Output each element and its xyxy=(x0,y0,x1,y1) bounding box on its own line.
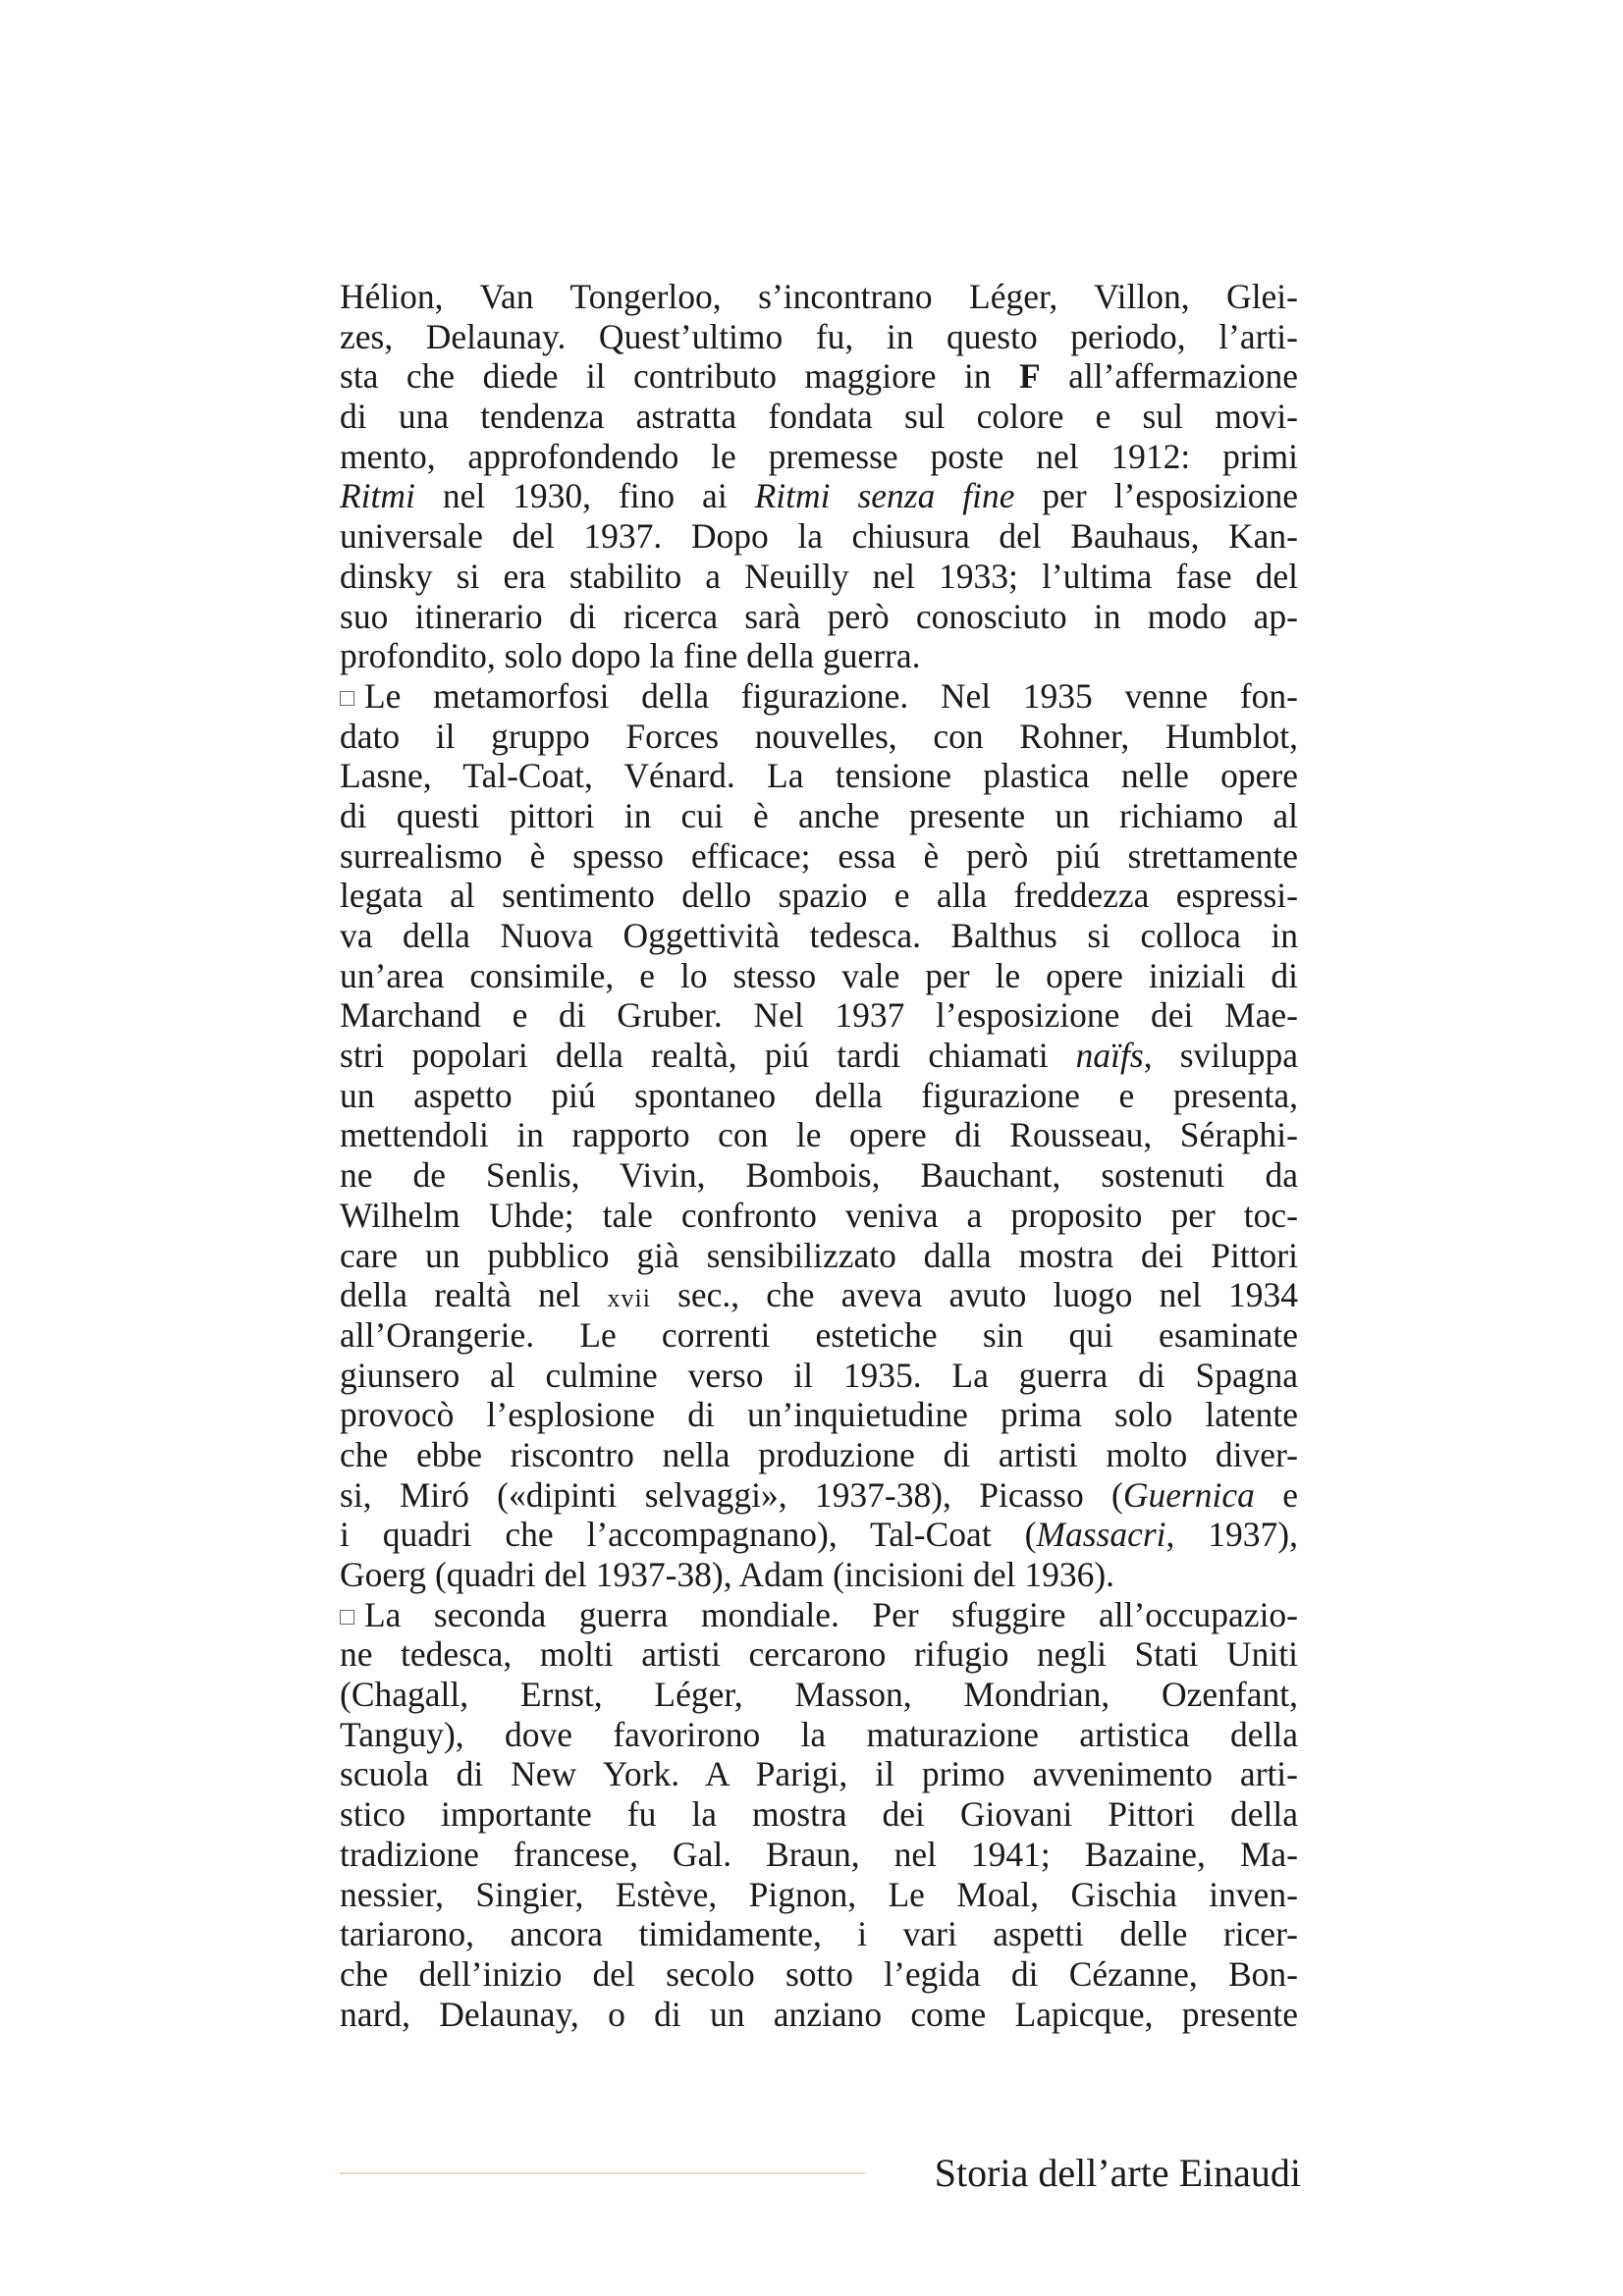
text-line: giunsero al culmine verso il 1935. La guerra di Spagna xyxy=(340,1355,1298,1395)
text-line: (Chagall, Ernst, Léger, Masson, Mondrian, Ozenfant, xyxy=(340,1675,1298,1715)
text-line: Goerg (quadri del 1937-38), Adam (incisioni del 1936). xyxy=(340,1555,1115,1594)
text-line: di una tendenza astratta fondata sul colore e sul movi- xyxy=(340,397,1298,437)
text-line xyxy=(340,1515,1298,1555)
text-fragment: , 1937), xyxy=(1165,1515,1298,1555)
text-line: stico importante fu la mostra dei Giovani Pittori della xyxy=(340,1794,1298,1835)
text-line: Tanguy), dove favorirono la maturazione artistica della xyxy=(340,1714,1298,1754)
text-line xyxy=(340,1475,1298,1516)
footer-title: Storia dell’arte Einaudi xyxy=(934,2151,1301,2195)
footer-rule xyxy=(340,2172,865,2174)
section-line xyxy=(340,676,1298,717)
text-fragment: e xyxy=(1254,1474,1298,1515)
text-fragment: per l’esposizione xyxy=(1014,476,1298,516)
text-fragment: all’affermazione xyxy=(1040,356,1298,397)
text-line xyxy=(340,476,1298,516)
text-line: Marchand e di Gruber. Nel 1937 l’esposizione dei Mae- xyxy=(340,995,1298,1036)
roman-numeral: xvii xyxy=(607,1284,651,1313)
italic-title: Guernica xyxy=(1122,1474,1255,1515)
text-line: mento, approfondendo le premesse poste nel 1912: primi xyxy=(340,436,1298,476)
section-heading-text: Le metamorfosi della figurazione. Nel 1935 venne fon- xyxy=(364,675,1298,716)
text-line: nessier, Singier, Estève, Pignon, Le Moal, Gischia inven- xyxy=(340,1874,1298,1914)
text-line: di questi pittori in cui è anche presente un richiamo al xyxy=(340,795,1298,835)
section-square-icon xyxy=(340,1610,354,1625)
body-text xyxy=(340,277,1298,2034)
text-line: dinsky si era stabilito a Neuilly nel 1933; l’ultima fase del xyxy=(340,556,1298,596)
text-line: tradizione francese, Gal. Braun, nel 1941; Bazaine, Ma- xyxy=(340,1834,1298,1874)
text-fragment: , sviluppa xyxy=(1143,1036,1298,1076)
text-fragment: si, Miró («dipinti selvaggi», 1937-38), Picasso ( xyxy=(340,1474,1123,1515)
text-line: ne tedesca, molti artisti cercarono rifugio negli Stati Uniti xyxy=(340,1634,1298,1675)
text-line: ne de Senlis, Vivin, Bombois, Bauchant, sostenuti da xyxy=(340,1155,1298,1196)
text-line: legata al sentimento dello spazio e alla freddezza espressi- xyxy=(340,876,1298,916)
text-line: dato il gruppo Forces nouvelles, con Rohner, Humblot, xyxy=(340,716,1298,756)
text-line: un aspetto piú spontaneo della figurazione e presenta, xyxy=(340,1075,1298,1115)
italic-title: Ritmi senza fine xyxy=(754,476,1015,516)
text-line: che dell’inizio del secolo sotto l’egida di Cézanne, Bon- xyxy=(340,1953,1298,1994)
text-line: universale del 1937. Dopo la chiusura del Bauhaus, Kan- xyxy=(340,516,1298,557)
text-fragment: sec., che aveva avuto luogo nel 1934 xyxy=(650,1275,1298,1315)
italic-title: Massacri xyxy=(1036,1515,1166,1555)
text-fragment: della realtà nel xyxy=(340,1275,608,1315)
section-heading-text: La seconda guerra mondiale. Per sfuggire all’occupazio- xyxy=(364,1594,1298,1634)
section-square-icon xyxy=(340,691,354,706)
text-fragment: sta che diede il contributo maggiore in xyxy=(340,356,1019,397)
text-line xyxy=(340,356,1298,397)
text-line: Lasne, Tal-Coat, Vénard. La tensione plastica nelle opere xyxy=(340,756,1298,796)
text-line: nard, Delaunay, o di un anziano come Lapicque, presente xyxy=(340,1994,1298,2034)
text-fragment: nel 1930, fino ai xyxy=(414,476,755,516)
text-line xyxy=(340,1036,1298,1076)
text-line: surrealismo è spesso efficace; essa è però piú strettamente xyxy=(340,835,1298,876)
text-line: zes, Delaunay. Quest’ultimo fu, in questo periodo, l’arti- xyxy=(340,316,1298,356)
text-line: scuola di New York. A Parigi, il primo avvenimento arti- xyxy=(340,1754,1298,1794)
text-line: suo itinerario di ricerca sarà però conosciuto in modo ap- xyxy=(340,596,1298,636)
text-line: un’area consimile, e lo stesso vale per le opere iniziali di xyxy=(340,955,1298,995)
text-line: Wilhelm Uhde; tale confronto veniva a proposito per toc- xyxy=(340,1195,1298,1235)
text-line: care un pubblico già sensibilizzato dalla mostra dei Pittori xyxy=(340,1235,1298,1275)
text-line: Hélion, Van Tongerloo, s’incontrano Léger, Villon, Glei- xyxy=(340,277,1298,316)
text-line: profondito, solo dopo la fine della guerra. xyxy=(340,636,921,676)
text-line: che ebbe riscontro nella produzione di artisti molto diver- xyxy=(340,1434,1298,1474)
text-line xyxy=(340,1275,1298,1315)
text-line: mettendoli in rapporto con le opere di Rousseau, Séraphi- xyxy=(340,1115,1298,1155)
text-line: all’Orangerie. Le correnti estetiche sin qui esaminate xyxy=(340,1314,1298,1355)
text-line: provocò l’esplosione di un’inquietudine prima solo latente xyxy=(340,1395,1298,1435)
section-line xyxy=(340,1595,1298,1635)
text-fragment: i quadri che l’accompagnano), Tal-Coat ( xyxy=(340,1515,1037,1555)
italic-term: naïfs xyxy=(1075,1036,1144,1076)
text-fragment: stri popolari della realtà, piú tardi chiamati xyxy=(340,1036,1076,1076)
bold-abbreviation: F xyxy=(1018,356,1041,397)
italic-title: Ritmi xyxy=(340,476,415,516)
text-line: va della Nuova Oggettività tedesca. Balthus si colloca in xyxy=(340,916,1298,955)
text-line: tariarono, ancora timidamente, i vari aspetti delle ricer- xyxy=(340,1914,1298,1954)
